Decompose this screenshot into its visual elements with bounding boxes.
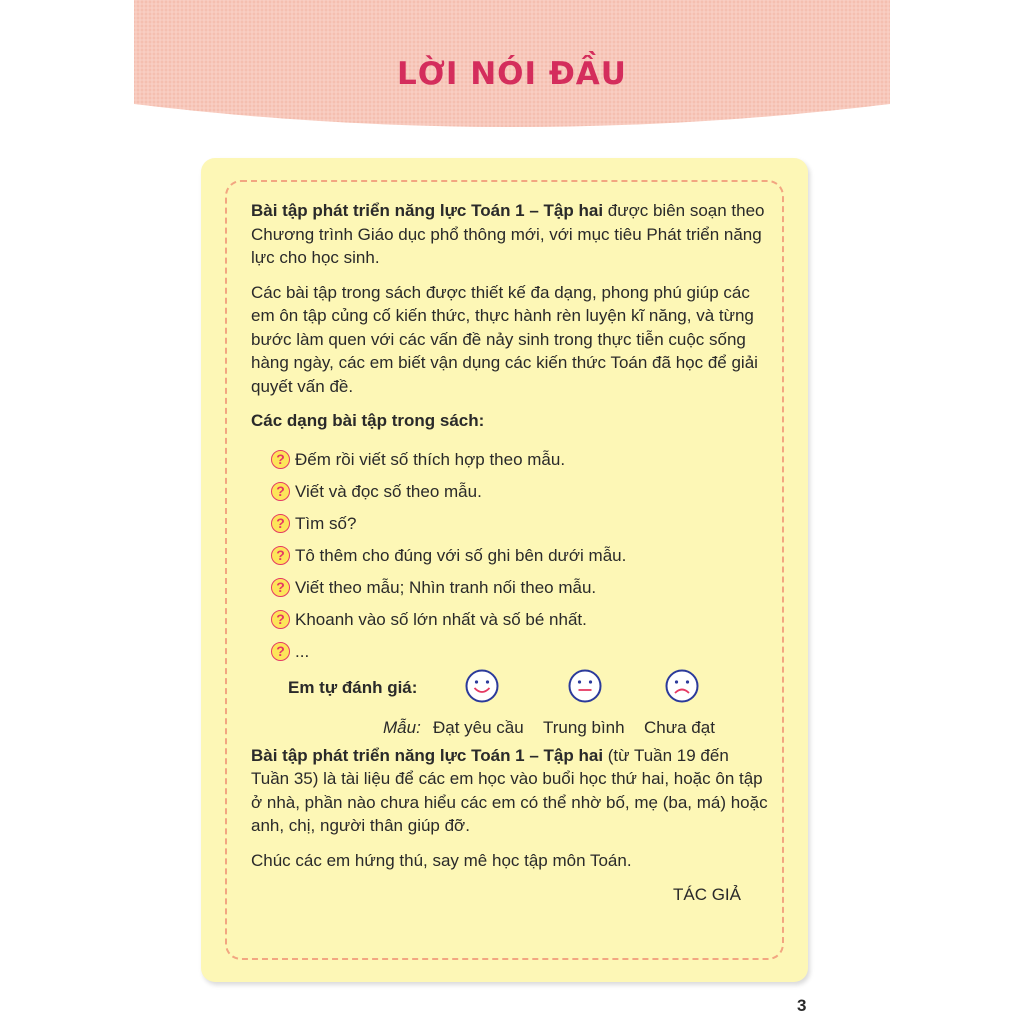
exercise-type-list (251, 444, 769, 668)
paragraph-wishes: Chúc các em hứng thú, say mê học tập môn Toán. (251, 850, 632, 870)
question-mark-icon: ? (271, 610, 290, 629)
page-number: 3 (797, 996, 807, 1015)
list-item (271, 476, 769, 508)
list-item-text: Khoanh vào số lớn nhất và số bé nhất. (295, 609, 587, 629)
list-item (271, 604, 769, 636)
legend-mau-label: Mẫu: (383, 717, 421, 737)
list-item-text: Tìm số? (295, 513, 357, 533)
self-evaluation-row (251, 668, 769, 708)
question-mark-icon: ? (271, 578, 290, 597)
list-item (271, 508, 769, 540)
book-title-bold: Bài tập phát triển năng lực Toán 1 – Tập hai (251, 745, 604, 765)
question-mark-icon: ? (271, 482, 290, 501)
legend-not-pass: Chưa đạt (644, 717, 715, 737)
list-item-text: Đếm rồi viết số thích hợp theo mẫu. (295, 449, 566, 469)
smiley-neutral-icon (567, 668, 603, 704)
self-evaluation-label: Em tự đánh giá: (288, 677, 418, 697)
smiley-sad-icon (664, 668, 700, 704)
list-item-text: Viết theo mẫu; Nhìn tranh nối theo mẫu. (295, 577, 597, 597)
list-item (271, 444, 769, 476)
book-title-bold: Bài tập phát triển năng lực Toán 1 – Tập hai (251, 201, 604, 220)
list-item-text: ... (295, 641, 310, 661)
list-item (271, 572, 769, 604)
author-signature: TÁC GIẢ (672, 885, 741, 904)
preface-card (201, 158, 808, 982)
smiley-happy-icon (464, 668, 500, 704)
question-mark-icon: ? (271, 546, 290, 565)
paragraph-usage (251, 744, 769, 838)
paragraph-intro (251, 199, 769, 270)
usage-text: (từ Tuần 19 đến Tuần 35) là tài liệu để các em học vào buổi học thứ hai, hoặc ôn tập ở nhà, phần nào chưa hiểu các em có thể nhờ bố, mẹ (ba, má) hoặc anh, chị, người thân giúp đỡ. (251, 745, 768, 835)
list-item-text: Viết và đọc số theo mẫu. (295, 481, 482, 501)
legend-pass: Đạt yêu cầu (433, 717, 524, 737)
evaluation-legend (251, 708, 769, 744)
header-banner (134, 0, 890, 130)
question-mark-icon: ? (271, 642, 290, 661)
question-mark-icon: ? (271, 514, 290, 533)
list-heading: Các dạng bài tập trong sách: (251, 411, 485, 430)
list-item (271, 540, 769, 572)
intro-text: được biên soạn theo Chương trình Giáo dục phổ thông mới, với mục tiêu Phát triển năng lực cho học sinh. (251, 201, 765, 267)
preface-content (251, 199, 769, 918)
list-item-text: Tô thêm cho đúng với số ghi bên dưới mẫu. (295, 545, 627, 565)
page-title: LỜI NÓI ĐẦU (397, 56, 627, 92)
list-item (271, 636, 769, 668)
question-mark-icon: ? (271, 450, 290, 469)
legend-average: Trung bình (543, 717, 625, 737)
paragraph-description: Các bài tập trong sách được thiết kế đa dạng, phong phú giúp các em ôn tập củng cố kiến thức, thực hành rèn luyện kĩ năng, và từng bước làm quen với các vấn đề nảy sinh trong thực tiễn cuộc sống hàng ngày, các em biết vận dụng các kiến thức Toán đã học để giải quyết vấn đề. (251, 282, 758, 396)
